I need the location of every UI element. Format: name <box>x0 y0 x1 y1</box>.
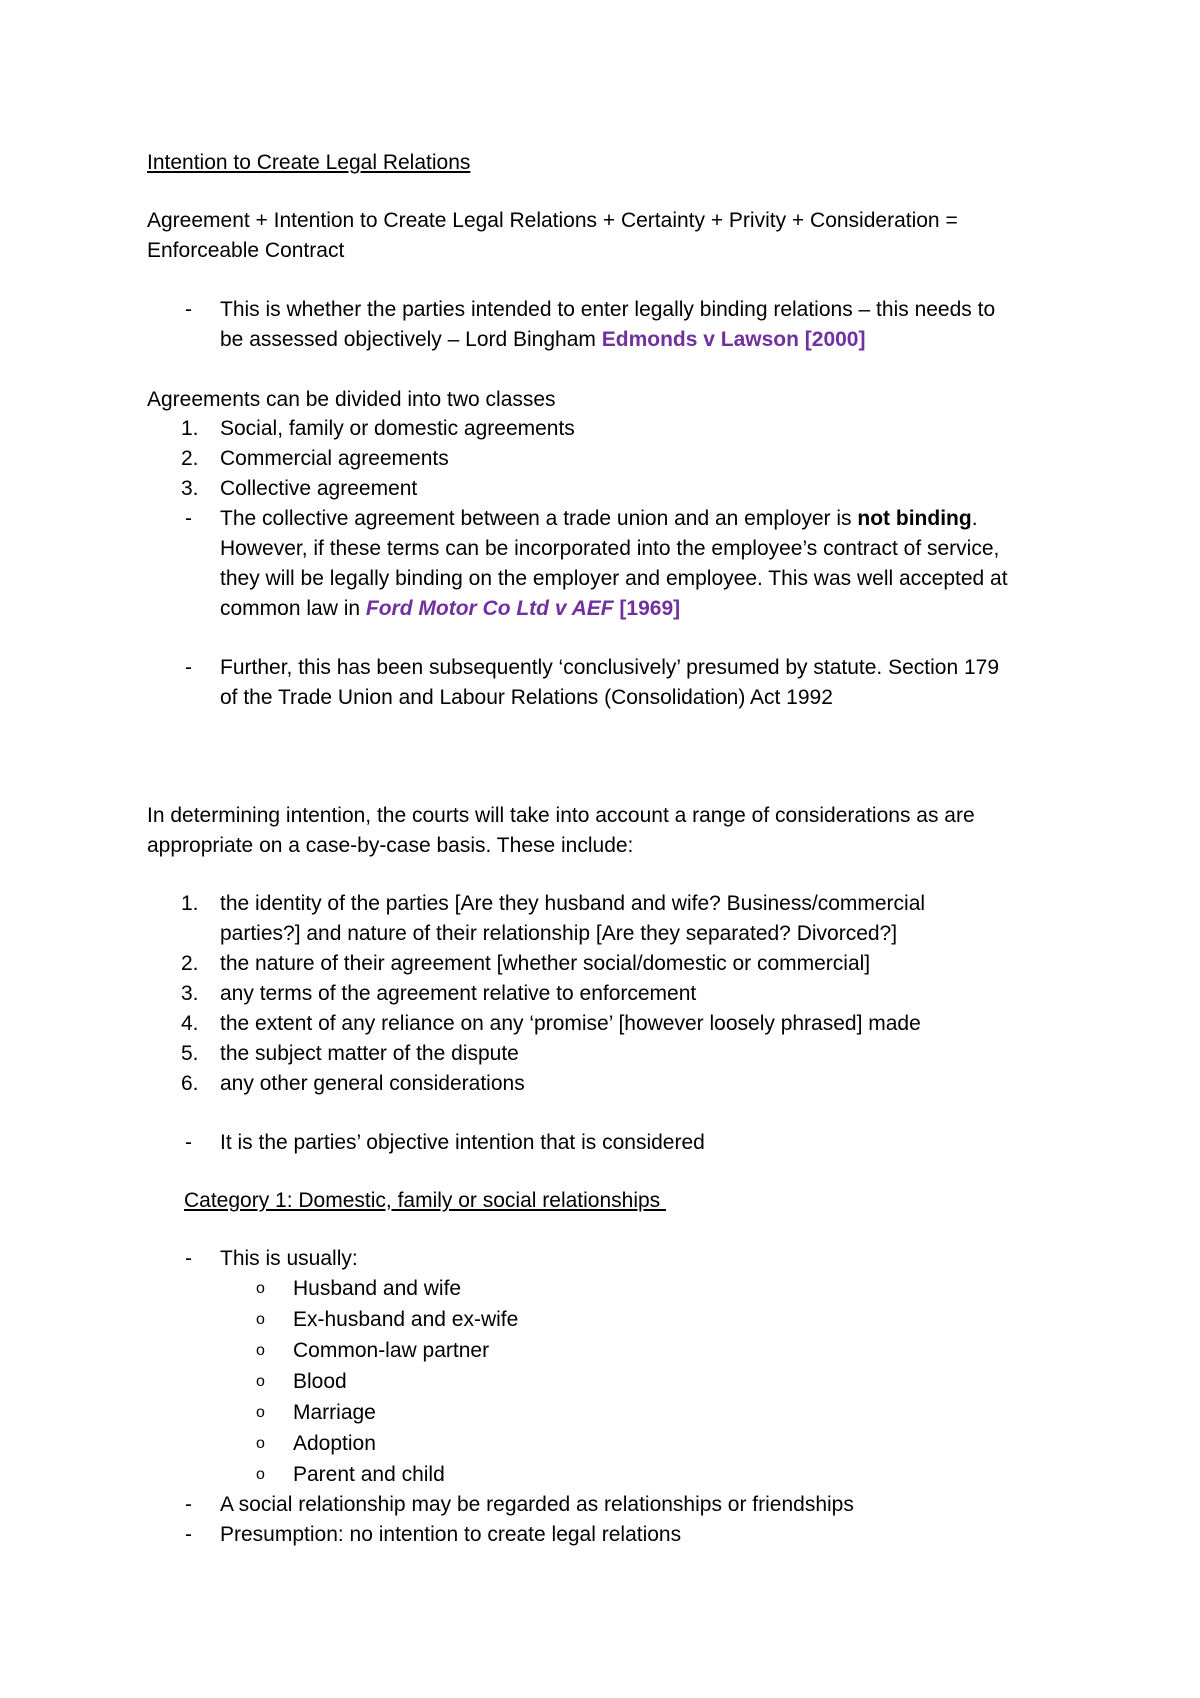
list-item: Social, family or domestic agreements <box>220 417 575 440</box>
list-number: 2. <box>181 952 199 975</box>
list-item: Commercial agreements <box>220 447 449 470</box>
relationship-item: Adoption <box>293 1432 376 1455</box>
relationship-item: Marriage <box>293 1401 376 1424</box>
formula-line: Enforceable Contract <box>147 239 345 262</box>
text-span: The collective agreement between a trade union and an employer is <box>220 507 858 530</box>
relationship-item: Ex-husband and ex-wife <box>293 1308 519 1331</box>
statute-line: of the Trade Union and Labour Relations (Consolidation) Act 1992 <box>220 686 833 709</box>
dash-bullet: - <box>185 1523 192 1546</box>
circle-bullet: o <box>256 1311 265 1328</box>
case-year: [2000] <box>798 328 866 351</box>
list-number: 5. <box>181 1042 199 1065</box>
list-item: parties?] and nature of their relationship [Are they separated? Divorced?] <box>220 922 898 945</box>
list-item: the nature of their agreement [whether social/domestic or commercial] <box>220 952 871 975</box>
relationship-item: Husband and wife <box>293 1277 462 1300</box>
list-item: any terms of the agreement relative to enforcement <box>220 982 697 1005</box>
case-citation <box>602 328 866 351</box>
dash-bullet: - <box>185 298 192 321</box>
case-year: [1969] <box>613 597 681 620</box>
case-name: Ford Motor Co Ltd v AEF <box>365 597 614 620</box>
circle-bullet: o <box>256 1466 265 1483</box>
list-item: Collective agreement <box>220 477 418 500</box>
bullet-text <box>220 325 1100 355</box>
collective-line <box>220 594 1100 624</box>
category-heading: Category 1: Domestic, family or social relationships <box>184 1189 667 1212</box>
dash-bullet: - <box>185 507 192 530</box>
dash-bullet: - <box>185 1493 192 1516</box>
list-number: 1. <box>181 417 199 440</box>
page-title: Intention to Create Legal Relations <box>147 151 471 174</box>
formula-line: Agreement + Intention to Create Legal Relations + Certainty + Privity + Consideration = <box>147 209 958 232</box>
relationship-item: Blood <box>293 1370 347 1393</box>
circle-bullet: o <box>256 1373 265 1390</box>
determining-line: appropriate on a case-by-case basis. These include: <box>147 834 634 857</box>
collective-line: they will be legally binding on the employer and employee. This was well accepted at <box>220 567 1008 590</box>
list-number: 4. <box>181 1012 199 1035</box>
circle-bullet: o <box>256 1280 265 1297</box>
collective-line: However, if these terms can be incorporated into the employee’s contract of service, <box>220 537 1000 560</box>
usually-label: This is usually: <box>220 1247 358 1270</box>
determining-paragraph <box>147 801 1077 861</box>
text-span: . <box>971 507 978 530</box>
circle-bullet: o <box>256 1435 265 1452</box>
statute-line: Further, this has been subsequently ‘conclusively’ presumed by statute. Section 179 <box>220 656 999 679</box>
list-number: 6. <box>181 1072 199 1095</box>
list-number: 2. <box>181 447 199 470</box>
emphasis-not-binding: not binding <box>857 507 972 530</box>
bullet-text-part: be assessed objectively – Lord Bingham <box>220 328 602 351</box>
determining-line: In determining intention, the courts will take into account a range of considerations as are <box>147 804 975 827</box>
formula-paragraph <box>147 206 1077 266</box>
dash-bullet: - <box>185 1131 192 1154</box>
collective-line <box>220 504 1100 534</box>
objective-note: It is the parties’ objective intention that is considered <box>220 1131 705 1154</box>
circle-bullet: o <box>256 1342 265 1359</box>
text-span: common law in <box>220 597 366 620</box>
bullet-text: This is whether the parties intended to enter legally binding relations – this needs to <box>220 298 996 321</box>
list-item: the identity of the parties [Are they husband and wife? Business/commercial <box>220 892 926 915</box>
social-note: A social relationship may be regarded as relationships or friendships <box>220 1493 854 1516</box>
presumption-note: Presumption: no intention to create legal relations <box>220 1523 682 1546</box>
list-number: 1. <box>181 892 199 915</box>
list-item: the extent of any reliance on any ‘promise’ [however loosely phrased] made <box>220 1012 921 1035</box>
classes-intro: Agreements can be divided into two classes <box>147 388 556 411</box>
circle-bullet: o <box>256 1404 265 1421</box>
relationship-item: Common-law partner <box>293 1339 490 1362</box>
list-item: any other general considerations <box>220 1072 525 1095</box>
list-number: 3. <box>181 982 199 1005</box>
relationship-item: Parent and child <box>293 1463 445 1486</box>
dash-bullet: - <box>185 1247 192 1270</box>
case-name: Edmonds v Lawson <box>601 328 799 351</box>
dash-bullet: - <box>185 656 192 679</box>
list-item: the subject matter of the dispute <box>220 1042 519 1065</box>
list-number: 3. <box>181 477 199 500</box>
